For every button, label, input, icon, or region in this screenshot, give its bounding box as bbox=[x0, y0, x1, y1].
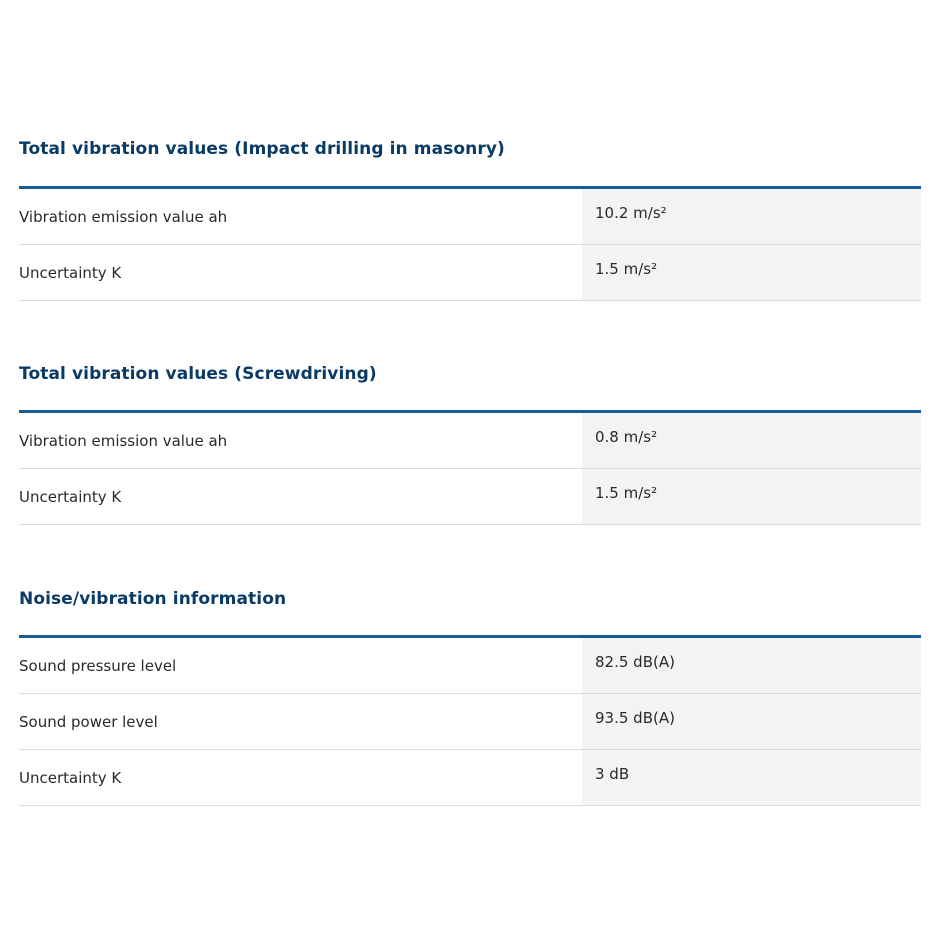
spec-label: Uncertainty K bbox=[19, 488, 122, 506]
spec-section-noise-vibration bbox=[19, 587, 921, 787]
spec-label: Uncertainty K bbox=[19, 769, 122, 787]
spec-label: Vibration emission value ah bbox=[19, 432, 228, 450]
section-title: Total vibration values (Impact drilling in masonry) bbox=[19, 139, 505, 159]
table-row bbox=[19, 638, 921, 694]
spec-value: 1.5 m/s² bbox=[582, 245, 921, 300]
spec-label: Sound power level bbox=[19, 713, 158, 731]
spec-value: 0.8 m/s² bbox=[582, 413, 921, 468]
spec-section-screwdriving bbox=[19, 362, 921, 506]
spec-table bbox=[19, 186, 921, 301]
section-title: Noise/vibration information bbox=[19, 589, 287, 609]
table-row bbox=[19, 413, 921, 469]
spec-label: Vibration emission value ah bbox=[19, 208, 228, 226]
spec-section-impact-drilling bbox=[19, 137, 921, 282]
table-row bbox=[19, 189, 921, 245]
spec-value: 93.5 dB(A) bbox=[582, 694, 921, 749]
spec-table bbox=[19, 635, 921, 806]
spec-label: Uncertainty K bbox=[19, 264, 122, 282]
spec-value: 1.5 m/s² bbox=[582, 469, 921, 524]
table-row bbox=[19, 245, 921, 301]
table-row bbox=[19, 750, 921, 806]
spec-table bbox=[19, 410, 921, 525]
spec-label: Sound pressure level bbox=[19, 657, 177, 675]
spec-value: 10.2 m/s² bbox=[582, 189, 921, 244]
spec-value: 82.5 dB(A) bbox=[582, 638, 921, 693]
spec-value: 3 dB bbox=[582, 750, 921, 805]
table-row bbox=[19, 469, 921, 525]
section-title: Total vibration values (Screwdriving) bbox=[19, 364, 377, 384]
table-row bbox=[19, 694, 921, 750]
